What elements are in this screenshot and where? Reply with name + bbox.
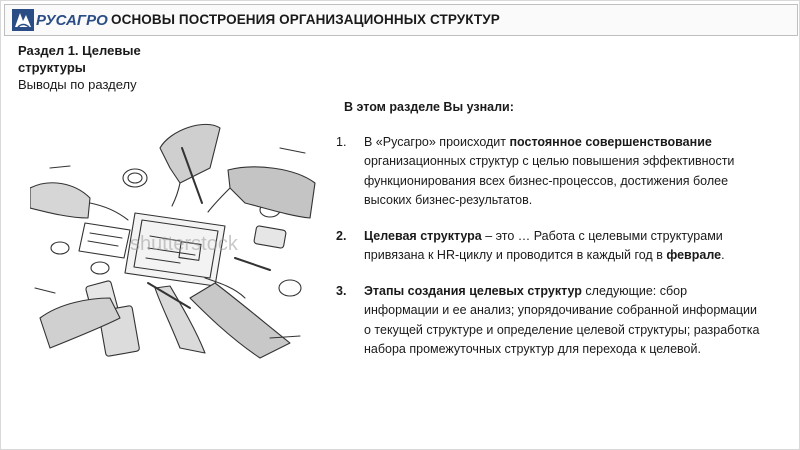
list-item-number: 2. — [336, 228, 347, 243]
list-item-emphasis: Этапы создания целевых структур — [364, 283, 582, 298]
list-item — [334, 133, 764, 211]
list-item-emphasis: Целевая структура — [364, 228, 482, 243]
list-item — [334, 227, 764, 266]
main-content — [334, 98, 788, 376]
header-bar — [4, 4, 798, 36]
section-title: Раздел 1. Целевые структуры — [18, 43, 141, 75]
list-item-text: . — [721, 248, 725, 262]
section-subtitle: Выводы по разделу — [18, 77, 137, 92]
list-item-text: организационных структур с целью повышения эффективности функционирования всех бизнес-процессов, достижения более высоких бизнес-результатов. — [364, 154, 735, 207]
hands-sketch-illustration — [30, 108, 320, 370]
logo-wordmark: РУСАГРО — [36, 12, 108, 29]
list-item-number: 1. — [336, 134, 347, 149]
summary-list — [334, 133, 788, 360]
list-item-emphasis: феврале — [666, 248, 722, 262]
rusagro-logo — [12, 8, 110, 32]
section-heading — [18, 42, 208, 93]
watermark-text: shutterstock — [130, 233, 238, 255]
list-item-text: – это … Работа с целевыми структурами привязана к HR-циклу и проводится в каждый год в — [364, 228, 723, 262]
list-item-number: 3. — [336, 283, 347, 298]
list-item-text: В «Русагро» происходит — [364, 134, 510, 149]
list-item-text: следующие: сбор информации и ее анализ; упорядочивание собранной информации о текущей структуре и определение целевой структуры; разработка набора промежуточных структур для перехода к целевой. — [364, 283, 760, 356]
list-item-emphasis: постоянное совершенствование — [509, 134, 712, 149]
page-title: ОСНОВЫ ПОСТРОЕНИЯ ОРГАНИЗАЦИОННЫХ СТРУКТУР — [111, 12, 500, 27]
intro-heading: В этом разделе Вы узнали: — [344, 100, 514, 114]
list-item — [334, 282, 764, 360]
